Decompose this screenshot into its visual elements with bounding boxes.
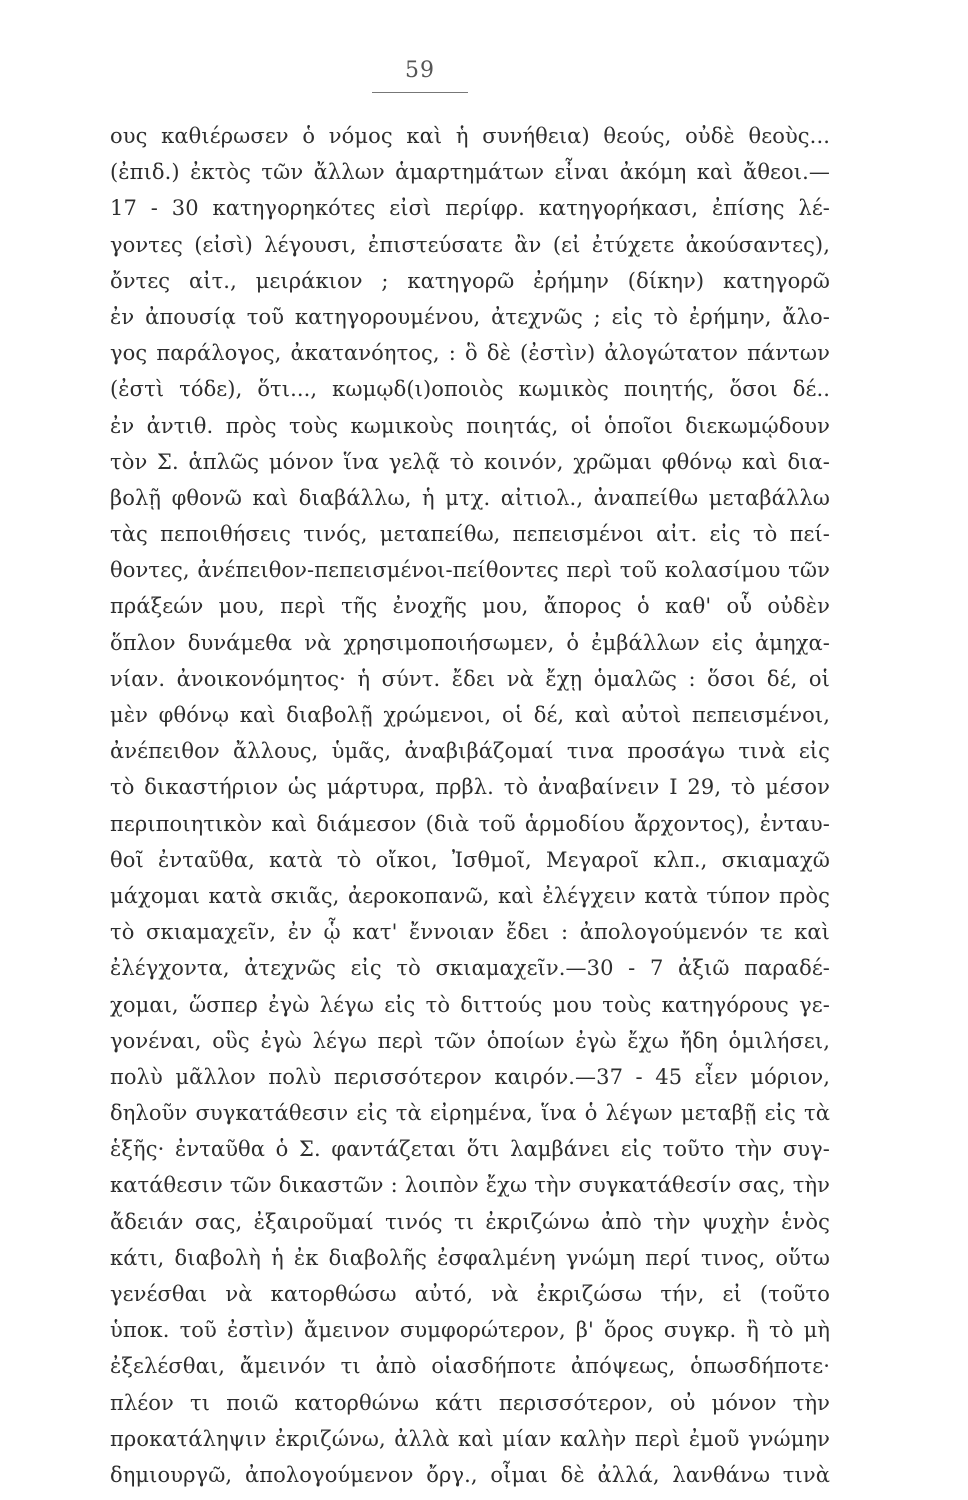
text-line-38: δημιουργῶ, ἀπολογούμενον ὄργ., οἶμαι δὲ ἀλλά, λανθάνω τινὰ — [110, 1462, 830, 1487]
text-line-23: τὸ σκιαμαχεῖν, ἐν ᾧ κατ' ἔννοιαν ἔδει : ἀπολογούμενόν τε καὶ — [110, 920, 830, 945]
commentary-text — [110, 118, 830, 1493]
text-line-2: (ἐπιδ.) ἐκτὸς τῶν ἄλλων ἁμαρτημάτων εἶναι ἀκόμη καὶ ἄθεοι.— — [110, 160, 830, 185]
text-line-1: ους καθιέρωσεν ὁ νόμος καὶ ἡ συνήθεια) θεούς, οὐδὲ θεοὺς... — [110, 124, 830, 148]
text-line-35: ἐξελέσθαι, ἄμεινόν τι ἀπὸ οἱασδήποτε ἀπόψεως, ὁπωσδήποτε· — [110, 1354, 830, 1379]
text-line-14: πράξεών μου, περὶ τῆς ἐνοχῆς μου, ἄπορος ὁ καθ' οὗ οὐδὲν — [110, 594, 830, 619]
text-line-3: 17 - 30 κατηγορηκότες εἰσὶ περίφρ. κατηγορήκασι, ἐπίσης λέ- — [110, 196, 830, 221]
text-line-21: θοῖ ἐνταῦθα, κατὰ τὸ οἴκοι, Ἰσθμοῖ, Μεγαροῖ κλπ., σκιαμαχῶ — [110, 847, 830, 872]
text-line-7: γος παράλογος, ἀκατανόητος, : ὃ δὲ (ἐστὶν) ἀλογώτατον πάντων — [110, 341, 830, 366]
page-number: 59 — [405, 58, 435, 83]
text-line-36: πλέον τι ποιῶ κατορθώνω κάτι περισσότερον, οὐ μόνον τὴν — [110, 1390, 830, 1415]
text-line-5: ὄντες αἰτ., μειράκιον ; κατηγορῶ ἐρήμην (δίκην) κατηγορῶ — [110, 268, 830, 293]
text-line-24: ἐλέγχοντα, ἀτεχνῶς εἰς τὸ σκιαμαχεῖν.—30 - 7 ἀξιῶ παραδέ- — [110, 956, 830, 981]
text-line-34: ὑποκ. τοῦ ἐστὶν) ἄμεινον συμφορώτερον, β' ὅρος συγκρ. ἢ τὸ μὴ — [110, 1318, 830, 1343]
text-line-20: περιποιητικὸν καὶ διάμεσον (διὰ τοῦ ἁρμοδίου ἄρχοντος), ἐνταυ- — [110, 811, 830, 836]
text-line-28: δηλοῦν συγκατάθεσιν εἰς τὰ εἰρημένα, ἵνα ὁ λέγων μεταβῇ εἰς τὰ — [110, 1101, 830, 1126]
text-line-32: κάτι, διαβολὴ ἡ ἐκ διαβολῆς ἐσφαλμένη γνώμη περί τινος, οὕτω — [110, 1245, 830, 1270]
text-line-17: μὲν φθόνῳ καὶ διαβολῇ χρώμενοι, οἱ δέ, καὶ αὐτοὶ πεπεισμένοι, — [110, 703, 830, 727]
text-line-25: χομαι, ὥσπερ ἐγὼ λέγω εἰς τὸ διττούς μου τοὺς κατηγόρους γε- — [110, 992, 830, 1017]
text-line-13: θοντες, ἀνέπειθον-πεπεισμένοι-πείθοντες περὶ τοῦ κολασίμου τῶν — [110, 558, 830, 583]
text-line-15: ὅπλον δυνάμεθα νὰ χρησιμοποιήσωμεν, ὁ ἐμβάλλων εἰς ἀμηχα- — [110, 630, 830, 655]
text-line-19: τὸ δικαστήριον ὡς μάρτυρα, πρβλ. τὸ ἀναβαίνειν I 29, τὸ μέσον — [110, 775, 830, 800]
text-line-30: κατάθεσιν τῶν δικαστῶν : λοιπὸν ἔχω τὴν συγκατάθεσίν σας, τὴν — [110, 1173, 830, 1198]
text-line-12: τὰς πεποιθήσεις τινός, μεταπείθω, πεπεισμένοι αἰτ. εἰς τὸ πεί- — [110, 522, 830, 547]
text-line-26: γονέναι, οὓς ἐγὼ λέγω περὶ τῶν ὁποίων ἐγὼ ἔχω ἤδη ὁμιλήσει, — [110, 1028, 830, 1053]
text-line-18: ἀνέπειθον ἄλλους, ὑμᾶς, ἀναβιβάζομαί τινα προσάγω τινὰ εἰς — [110, 739, 830, 764]
text-line-22: μάχομαι κατὰ σκιᾶς, ἀεροκοπανῶ, καὶ ἐλέγχειν κατὰ τύπον πρὸς — [110, 883, 830, 908]
text-line-16: νίαν. ἀνοικονόμητος· ἡ σύντ. ἔδει νὰ ἔχῃ ὁμαλῶς : ὅσοι δέ, οἱ — [110, 666, 830, 691]
text-line-37: προκατάληψιν ἐκριζώνω, ἀλλὰ καὶ μίαν καλὴν περὶ ἐμοῦ γνώμην — [110, 1426, 830, 1451]
text-line-27: πολὺ μᾶλλον πολὺ περισσότερον καιρόν.—37 - 45 εἶεν μόριον, — [110, 1064, 830, 1089]
page-number-rule — [372, 92, 468, 93]
text-line-9: ἐν ἀντιθ. πρὸς τοὺς κωμικοὺς ποιητάς, οἱ ὁποῖοι διεκωμῴδουν — [110, 413, 830, 438]
text-line-29: ἑξῆς· ἐνταῦθα ὁ Σ. φαντάζεται ὅτι λαμβάνει εἰς τοῦτο τὴν συγ- — [110, 1137, 830, 1162]
text-line-8: (ἐστὶ τόδε), ὅτι..., κωμῳδ(ι)οποιὸς κωμικὸς ποιητής, ὅσοι δέ.. — [110, 377, 830, 402]
text-line-6: ἐν ἀπουσίᾳ τοῦ κατηγορουμένου, ἀτεχνῶς ; εἰς τὸ ἐρήμην, ἄλο- — [110, 304, 830, 329]
text-line-33: γενέσθαι νὰ κατορθώσω αὐτό, νὰ ἐκριζώσω τήν, εἰ (τοῦτο — [110, 1282, 830, 1306]
text-line-31: ἄδειάν σας, ἐξαιροῦμαί τινός τι ἐκριζώνω ἀπὸ τὴν ψυχὴν ἑνὸς — [110, 1209, 830, 1234]
text-line-10: τὸν Σ. ἁπλῶς μόνον ἵνα γελᾷ τὸ κοινόν, χρῶμαι φθόνῳ καὶ δια- — [110, 449, 830, 474]
text-line-4: γοντες (εἰσὶ) λέγουσι, ἐπιστεύσατε ἂν (εἰ ἐτύχετε ἀκούσαντες), — [110, 232, 830, 257]
text-line-11: βολῇ φθονῶ καὶ διαβάλλω, ἡ μτχ. αἰτιολ., ἀναπείθω μεταβάλλω — [110, 485, 830, 510]
